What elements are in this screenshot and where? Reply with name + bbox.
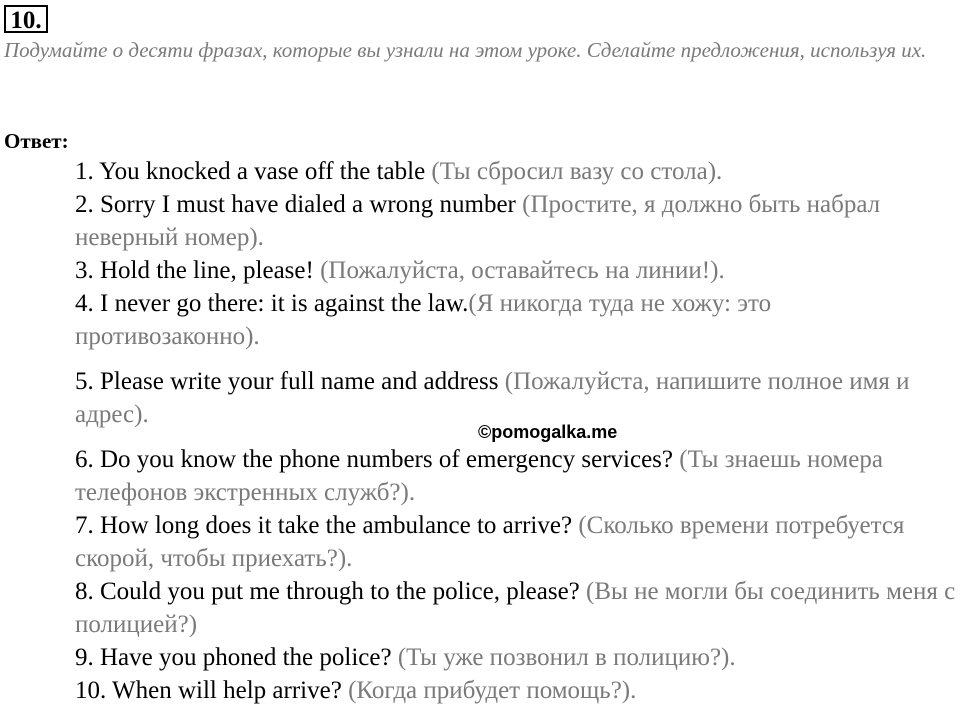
answer-item-1 <box>75 155 960 188</box>
answer-item-3-translation: (Пожалуйста, оставайтесь на линии!). <box>320 257 725 284</box>
answer-item-9-translation: (Ты уже позвонил в полицию?). <box>397 644 736 671</box>
answer-item-6 <box>75 443 960 509</box>
answer-item-2-english: 2. Sorry I must have dialed a wrong number <box>75 191 523 218</box>
answer-item-4-translation: (Я никогда туда не хожу: это противозаконно). <box>75 290 772 350</box>
answer-item-10-translation: (Когда прибудет помощь?). <box>348 677 637 704</box>
answer-item-9 <box>75 641 960 674</box>
answer-item-4-english: 4. I never go there: it is against the law. <box>75 290 469 317</box>
answer-item-5-english: 5. Please write your full name and address <box>75 368 505 395</box>
answer-item-3 <box>75 254 960 287</box>
answer-item-7 <box>75 509 960 575</box>
answer-item-2 <box>75 188 960 254</box>
answer-item-3-english: 3. Hold the line, please! <box>75 257 321 284</box>
answer-item-10-english: 10. When will help arrive? <box>75 677 349 704</box>
answer-item-6-english: 6. Do you know the phone numbers of emergency services? <box>75 446 680 473</box>
answer-item-8-translation: (Вы не могли бы соединить меня с полицией?) <box>75 578 956 638</box>
answer-item-9-english: 9. Have you phoned the police? <box>75 644 398 671</box>
answer-label: Ответ: <box>4 129 69 153</box>
answer-item-5-translation: (Пожалуйста, напишите полное имя и адрес). <box>75 368 910 428</box>
answer-item-6-translation: (Ты знаешь номера телефонов экстренных служб?). <box>75 446 883 506</box>
watermark: ©pomogalka.me <box>478 422 618 442</box>
answer-item-8-english: 8. Could you put me through to the police, please? <box>75 578 587 605</box>
answer-item-7-english: 7. How long does it take the ambulance to arrive? <box>75 512 579 539</box>
answer-item-1-english: 1. You knocked a vase off the table <box>75 158 432 185</box>
answer-item-4 <box>75 287 960 353</box>
answer-item-1-translation: (Ты сбросил вазу со стола). <box>431 158 723 185</box>
task-instruction: Подумайте о десяти фразах, которые вы узнали на этом уроке. Сделайте предложения, используя их. <box>4 38 927 62</box>
answer-item-8 <box>75 575 960 641</box>
answer-item-2-translation: (Простите, я должно быть набрал неверный номер). <box>75 191 881 251</box>
task-number: 10. <box>4 5 48 33</box>
answer-item-7-translation: (Сколько времени потребуется скорой, чтобы приехать?). <box>75 512 905 572</box>
answer-item-10 <box>75 674 960 707</box>
